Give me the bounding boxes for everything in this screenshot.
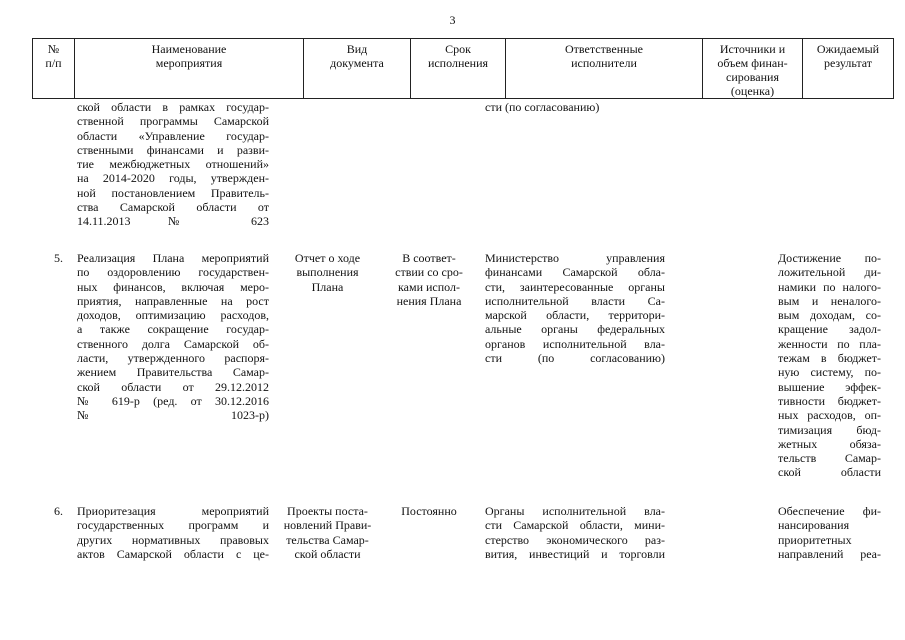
header-resp: Ответственные исполнители	[505, 38, 702, 99]
row-0-responsible: сти (по согласованию)	[485, 100, 600, 114]
header-doc: Вид документа	[303, 38, 410, 99]
row-0-name: ской области в рамках государ- ственной программы Самарской области «Управление государ- ственными финансами и разви- тие межбюджетных отношений» на 2014-2020 годы, утвержден- ной постановлением Правитель- ства Самарской области от 14.11.2013 № 623	[77, 100, 269, 229]
row-5-document: Отчет о ходе выполнения Плана	[294, 251, 361, 294]
row-6-name: Приоритезация мероприятий государственных программ и других нормативных правовых актов Самарской области с це-	[77, 504, 269, 561]
table-header	[32, 38, 894, 100]
header-name: Наименование мероприятия	[74, 38, 303, 99]
row-6-number: 6.	[54, 504, 63, 518]
header-term: Срок исполнения	[410, 38, 505, 99]
row-6-term: Постоянно	[401, 504, 457, 518]
row-6-document: Проекты поста- новлений Прави- тельства Самар- ской области	[283, 504, 372, 561]
header-num: № п/п	[32, 38, 74, 99]
row-5-name: Реализация Плана мероприятий по оздоровлению государствен- ных финансов, включая меро- приятия, направленные на рост доходов, оптимизацию расходов, а также сокращение государ- ственного долга Самарской об- ласти, утвержденного распоря- жением Правительства Самар- ской области от 29.12.2012 № 619-р (ред. от 30.12.2016 № 1023-р)	[77, 251, 269, 423]
row-5-number: 5.	[54, 251, 63, 265]
header-result: Ожидаемый результат	[802, 38, 894, 99]
row-6-responsible: Органы исполнительной вла- сти Самарской области, мини- стерство экономического раз- вития, инвестиций и торговли	[485, 504, 665, 561]
row-6-result: Обеспечение фи- нансирования приоритетных направлений реа-	[778, 504, 881, 561]
page-number: 3	[449, 13, 456, 27]
header-src: Источники и объем финан- сирования (оценка)	[702, 38, 802, 99]
row-5-result: Достижение по- ложительной ди- намики по налого- вым и неналого- вым доходам, со- кращение задол- женности по пла- тежам в бюджет- ную систему, по- вышение эффек- тивности бюджет- ных расходов, оп- тимизация бюд- жетных обяза- тельств Самар- ской области	[778, 251, 881, 480]
row-5-responsible: Министерство управления финансами Самарской обла- сти, заинтересованные органы исполнительной власти Са- марской области, территори- альные органы федеральных органов исполнительной вла- сти (по согласованию)	[485, 251, 665, 366]
row-5-term: В соответ- ствии со сро- ками испол- нения Плана	[395, 251, 463, 308]
